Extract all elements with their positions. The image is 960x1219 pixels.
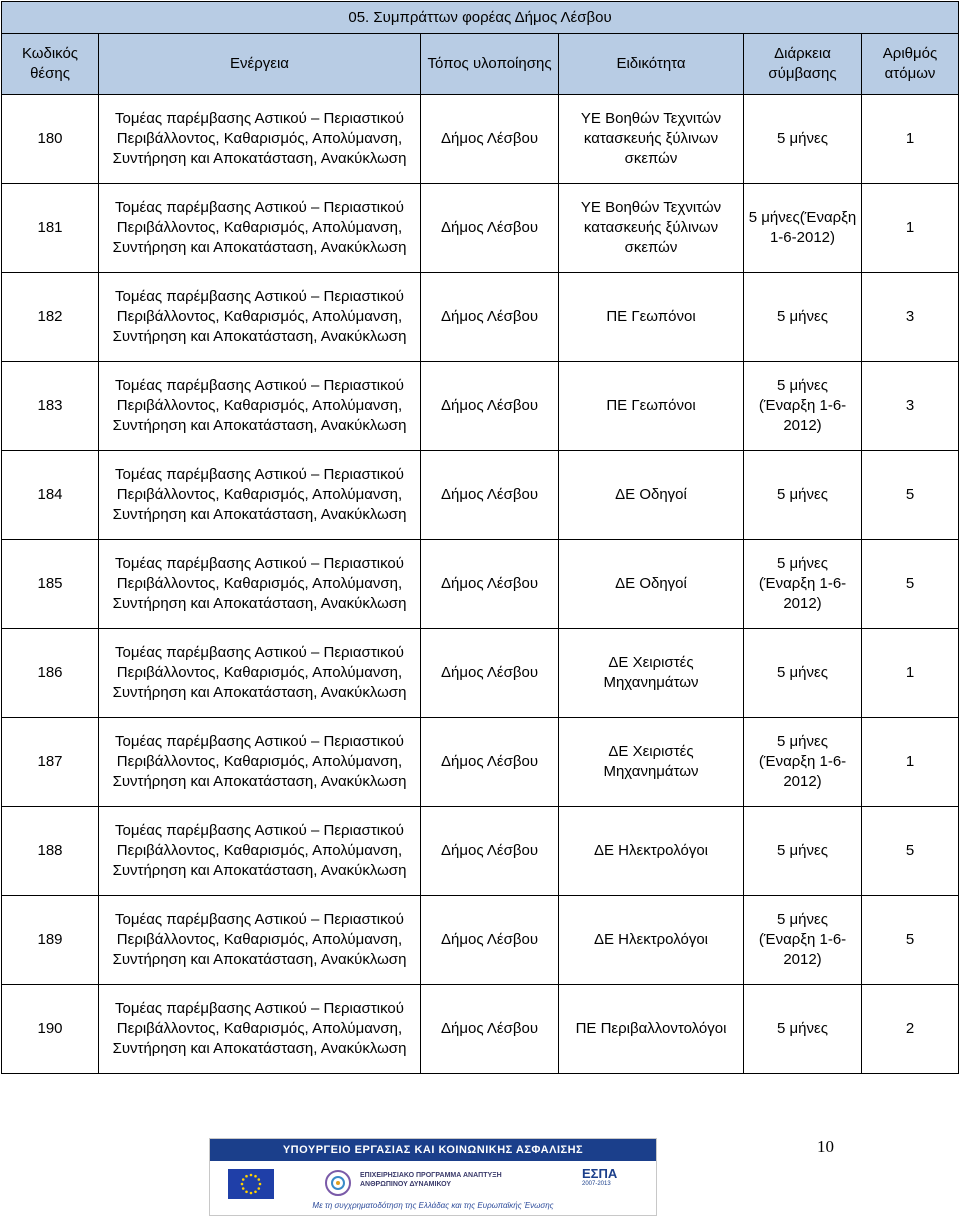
footer-banner — [209, 1138, 657, 1216]
cell-action: Τομέας παρέμβασης Αστικού – Περιαστικού Περιβάλλοντος, Καθαρισμός, Απολύμανση, Συντήρηση και Αποκατάσταση, Ανακύκλωση — [99, 362, 421, 451]
espa-label: ΕΣΠΑ — [582, 1166, 618, 1181]
cell-duration: 5 μήνες (Έναρξη 1-6-2012) — [744, 718, 862, 807]
cell-duration: 5 μήνες — [744, 273, 862, 362]
table-row — [2, 184, 959, 273]
table-row — [2, 896, 959, 985]
cell-action: Τομέας παρέμβασης Αστικού – Περιαστικού Περιβάλλοντος, Καθαρισμός, Απολύμανση, Συντήρηση και Αποκατάσταση, Ανακύκλωση — [99, 718, 421, 807]
cell-code: 185 — [2, 540, 99, 629]
cell-duration: 5 μήνες (Έναρξη 1-6-2012) — [744, 540, 862, 629]
cell-count: 5 — [862, 540, 959, 629]
cell-duration: 5 μήνες — [744, 985, 862, 1074]
header-count: Αριθμός ατόμων — [862, 34, 959, 95]
table-title: 05. Συμπράττων φορέας Δήμος Λέσβου — [2, 2, 959, 34]
table-row — [2, 95, 959, 184]
cell-duration: 5 μήνες — [744, 807, 862, 896]
cell-count: 3 — [862, 362, 959, 451]
cell-duration: 5 μήνες — [744, 451, 862, 540]
cell-location: Δήμος Λέσβου — [421, 985, 559, 1074]
cell-code: 180 — [2, 95, 99, 184]
cell-code: 186 — [2, 629, 99, 718]
cell-count: 1 — [862, 95, 959, 184]
cell-count: 1 — [862, 184, 959, 273]
cofinancing-text: Με τη συγχρηματοδότηση της Ελλάδας και της Ευρωπαϊκής Ένωσης — [312, 1201, 554, 1210]
table-row — [2, 451, 959, 540]
header-code: Κωδικός θέσης — [2, 34, 99, 95]
cell-count: 2 — [862, 985, 959, 1074]
program-name: ΕΠΙΧΕΙΡΗΣΙΑΚΟ ΠΡΟΓΡΑΜΜΑ ΑΝΑΠΤΥΞΗ ΑΝΘΡΩΠΙΝΟΥ ΔΥΝΑΜΙΚΟΥ — [360, 1172, 502, 1188]
table-row — [2, 540, 959, 629]
cell-location: Δήμος Λέσβου — [421, 896, 559, 985]
cell-action: Τομέας παρέμβασης Αστικού – Περιαστικού Περιβάλλοντος, Καθαρισμός, Απολύμανση, Συντήρηση και Αποκατάσταση, Ανακύκλωση — [99, 95, 421, 184]
cell-action: Τομέας παρέμβασης Αστικού – Περιαστικού Περιβάλλοντος, Καθαρισμός, Απολύμανση, Συντήρηση και Αποκατάσταση, Ανακύκλωση — [99, 451, 421, 540]
cell-specialty: ΔΕ Ηλεκτρολόγοι — [559, 896, 744, 985]
cell-count: 3 — [862, 273, 959, 362]
espa-logo — [582, 1167, 646, 1199]
cell-location: Δήμος Λέσβου — [421, 362, 559, 451]
cell-count: 5 — [862, 896, 959, 985]
cell-code: 183 — [2, 362, 99, 451]
cell-count: 1 — [862, 629, 959, 718]
table-row — [2, 985, 959, 1074]
cell-specialty: ΠΕ Περιβαλλοντολόγοι — [559, 985, 744, 1074]
program-emblem-icon — [320, 1167, 356, 1199]
cell-action: Τομέας παρέμβασης Αστικού – Περιαστικού Περιβάλλοντος, Καθαρισμός, Απολύμανση, Συντήρηση και Αποκατάσταση, Ανακύκλωση — [99, 985, 421, 1074]
positions-table — [1, 1, 959, 1074]
cell-specialty: ΥΕ Βοηθών Τεχνιτών κατασκευής ξύλινων σκεπών — [559, 184, 744, 273]
cell-location: Δήμος Λέσβου — [421, 95, 559, 184]
cell-count: 5 — [862, 451, 959, 540]
cell-location: Δήμος Λέσβου — [421, 629, 559, 718]
ministry-title: ΥΠΟΥΡΓΕΙΟ ΕΡΓΑΣΙΑΣ ΚΑΙ ΚΟΙΝΩΝΙΚΗΣ ΑΣΦΑΛΙΣΗΣ — [210, 1139, 656, 1161]
cell-location: Δήμος Λέσβου — [421, 184, 559, 273]
cell-duration: 5 μήνες — [744, 95, 862, 184]
page-number: 10 — [817, 1137, 834, 1156]
cell-specialty: ΔΕ Οδηγοί — [559, 451, 744, 540]
cell-duration: 5 μήνες — [744, 629, 862, 718]
cell-location: Δήμος Λέσβου — [421, 718, 559, 807]
cell-specialty: ΠΕ Γεωπόνοι — [559, 362, 744, 451]
program-logo — [320, 1167, 520, 1199]
cell-action: Τομέας παρέμβασης Αστικού – Περιαστικού Περιβάλλοντος, Καθαρισμός, Απολύμανση, Συντήρηση και Αποκατάσταση, Ανακύκλωση — [99, 629, 421, 718]
cell-specialty: ΔΕ Οδηγοί — [559, 540, 744, 629]
cell-duration: 5 μήνες (Έναρξη 1-6-2012) — [744, 362, 862, 451]
cell-code: 182 — [2, 273, 99, 362]
cell-code: 188 — [2, 807, 99, 896]
header-duration: Διάρκεια σύμβασης — [744, 34, 862, 95]
cell-action: Τομέας παρέμβασης Αστικού – Περιαστικού Περιβάλλοντος, Καθαρισμός, Απολύμανση, Συντήρηση και Αποκατάσταση, Ανακύκλωση — [99, 273, 421, 362]
cell-duration: 5 μήνες (Έναρξη 1-6-2012) — [744, 896, 862, 985]
cell-code: 184 — [2, 451, 99, 540]
header-specialty: Ειδικότητα — [559, 34, 744, 95]
table-row — [2, 362, 959, 451]
cell-specialty: ΔΕ Χειριστές Μηχανημάτων — [559, 629, 744, 718]
table-row — [2, 629, 959, 718]
eu-flag-icon — [228, 1169, 274, 1199]
table-row — [2, 273, 959, 362]
header-location: Τόπος υλοποίησης — [421, 34, 559, 95]
table-row — [2, 718, 959, 807]
cell-specialty: ΔΕ Χειριστές Μηχανημάτων — [559, 718, 744, 807]
header-action: Ενέργεια — [99, 34, 421, 95]
table-row — [2, 807, 959, 896]
cell-action: Τομέας παρέμβασης Αστικού – Περιαστικού Περιβάλλοντος, Καθαρισμός, Απολύμανση, Συντήρηση και Αποκατάσταση, Ανακύκλωση — [99, 540, 421, 629]
cell-location: Δήμος Λέσβου — [421, 540, 559, 629]
cell-code: 187 — [2, 718, 99, 807]
cell-specialty: ΠΕ Γεωπόνοι — [559, 273, 744, 362]
cell-action: Τομέας παρέμβασης Αστικού – Περιαστικού Περιβάλλοντος, Καθαρισμός, Απολύμανση, Συντήρηση και Αποκατάσταση, Ανακύκλωση — [99, 184, 421, 273]
cell-specialty: ΥΕ Βοηθών Τεχνιτών κατασκευής ξύλινων σκεπών — [559, 95, 744, 184]
cell-location: Δήμος Λέσβου — [421, 273, 559, 362]
cell-count: 5 — [862, 807, 959, 896]
cell-action: Τομέας παρέμβασης Αστικού – Περιαστικού Περιβάλλοντος, Καθαρισμός, Απολύμανση, Συντήρηση και Αποκατάσταση, Ανακύκλωση — [99, 896, 421, 985]
espa-period: 2007-2013 — [582, 1181, 611, 1187]
cell-code: 189 — [2, 896, 99, 985]
cell-action: Τομέας παρέμβασης Αστικού – Περιαστικού Περιβάλλοντος, Καθαρισμός, Απολύμανση, Συντήρηση και Αποκατάσταση, Ανακύκλωση — [99, 807, 421, 896]
cell-count: 1 — [862, 718, 959, 807]
cell-code: 181 — [2, 184, 99, 273]
cell-duration: 5 μήνες(Έναρξη 1-6-2012) — [744, 184, 862, 273]
cell-location: Δήμος Λέσβου — [421, 451, 559, 540]
cell-specialty: ΔΕ Ηλεκτρολόγοι — [559, 807, 744, 896]
cell-code: 190 — [2, 985, 99, 1074]
cell-location: Δήμος Λέσβου — [421, 807, 559, 896]
